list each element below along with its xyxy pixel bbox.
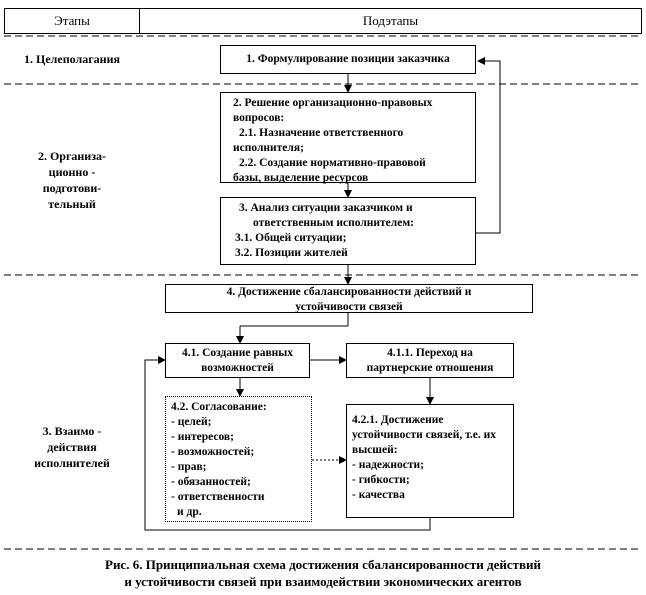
box-3: 3. Анализ ситуации заказчиком и ответственным исполнителем: 3.1. Общей ситуации; 3.2. Позиции жителей bbox=[220, 197, 476, 265]
box-1: 1. Формулирование позиции заказчика bbox=[220, 45, 476, 74]
header-stages: Этапы bbox=[4, 8, 140, 34]
box-4-2-1: 4.2.1. Достижение устойчивости связей, т.е. их высшей: - надежности; - гибкости; - качества bbox=[346, 404, 514, 518]
figure-caption: Рис. 6. Принципиальная схема достижения сбалансированности действий и устойчивости связей при взаимодействии экономических агентов bbox=[105, 557, 541, 589]
box-4-1-1: 4.1.1. Переход на партнерские отношения bbox=[346, 343, 514, 378]
stage-3: 3. Взаимо - действия исполнителей bbox=[34, 424, 110, 470]
feedback-b3-b1 bbox=[476, 61, 500, 233]
stage-2: 2. Организа- ционно - подготови- тельный bbox=[37, 149, 107, 211]
box-4: 4. Достижение сбалансированности действий и устойчивости связей bbox=[165, 284, 533, 313]
box-4-2: 4.2. Согласование: - целей; - интересов; - возможностей; - прав; - обязанностей; - ответственности и др. bbox=[165, 396, 312, 522]
header-substages: Подэтапы bbox=[139, 8, 642, 34]
stage-1: 1. Целеполагания bbox=[24, 52, 120, 66]
box-4-1: 4.1. Создание равных возможностей bbox=[165, 343, 310, 378]
box-2: 2. Решение организационно-правовых вопросов: 2.1. Назначение ответственного исполнителя; 2.2. Создание нормативно-правовой базы, выделение ресурсов bbox=[220, 92, 476, 183]
